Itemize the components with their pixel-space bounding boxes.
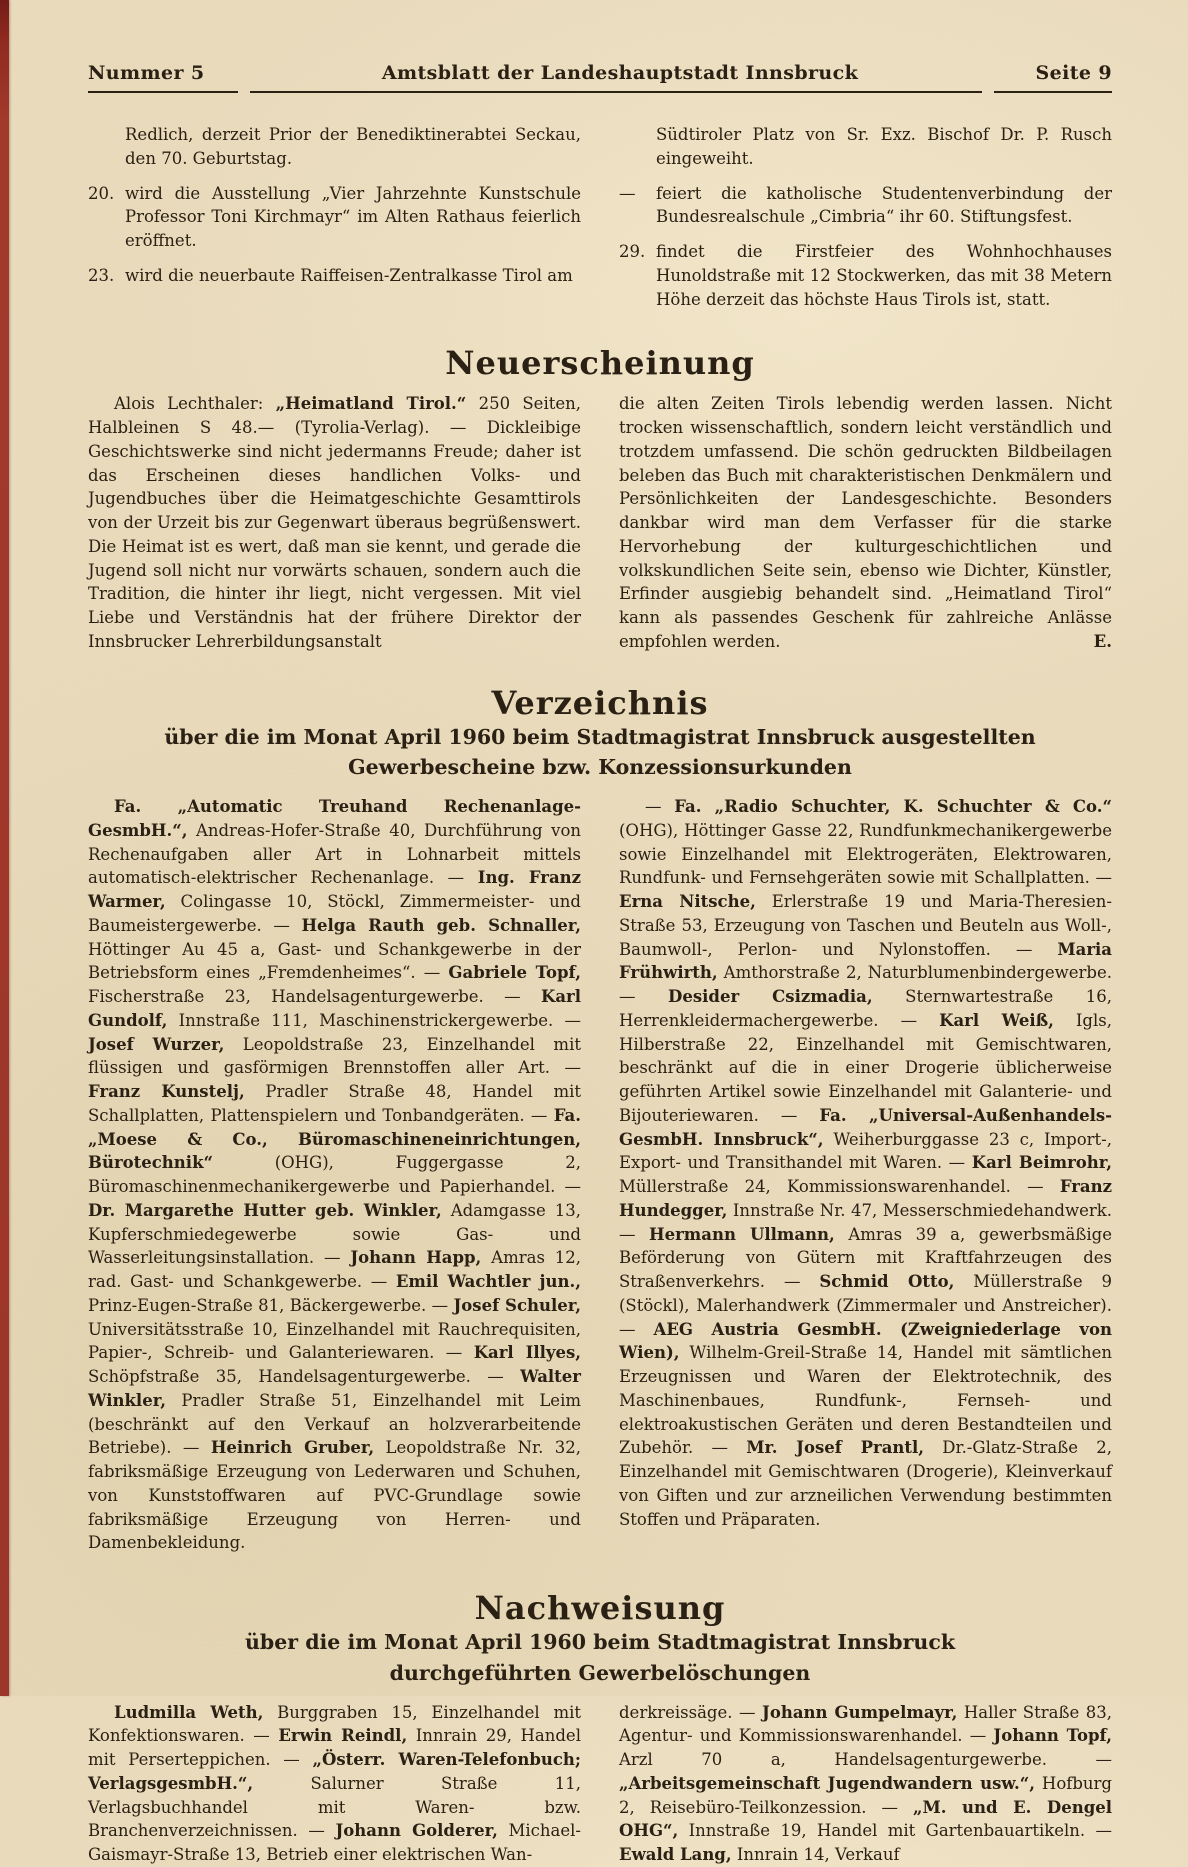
calendar-left-column — [88, 123, 581, 322]
review-left-column: Alois Lechthaler: „Heimatland Tirol.“ 250 Seiten, Halbleinen S 48.— (Tyrolia-Verlag). — Dickleibige Geschichtswerke sind nicht jedermanns Freude; daher ist das Erscheinen dieses handlichen Volks- und Jugendbuches über die Heimatgeschichte Gesamttirols von der Urzeit bis zur Gegenwart überaus begrüßenswert. Die Heimat ist es wert, daß man sie kennt, und gerade die Jugend soll nicht nur vorwärts schauen, sondern auch die Tradition, die hinter ihr liegt, nicht vergessen. Mit viel Liebe und Verständnis hat der frühere Direktor der Innsbrucker Lehrerbildungsanstalt — [88, 394, 581, 651]
masthead-rule-right — [994, 91, 1112, 93]
nachweisung-left-column: Ludmilla Weth, Burggraben 15, Einzelhandel mit Konfektionswaren. — Erwin Reindl, Innrain 29, Handel mit Perserteppichen. — „Österr. Waren-Telefonbuch; VerlagsgesmbH.“, Salurner Straße 11, Verlagsbuchhandel mit Waren- bzw. Branchenverzeichnissen. — Johann Golderer, Michael-Gaismayr-Straße 13, Betrieb einer elektrischen Wan- — [88, 1702, 581, 1864]
nachweisung-right-column: derkreissäge. — Johann Gumpelmayr, Haller Straße 83, Agentur- und Kommissionswarenhandel. — Johann Topf, Arzl 70 a, Handelsagenturgewerbe. — „Arbeitsgemeinschaft Jugendwandern usw.“, Hofburg 2, Reisebüro-Teilkonzession. — „M. und E. Dengel OHG“, Innstraße 19, Handel mit Gartenbauartikeln. — Ewald Lang, Innrain 14, Verkauf — [619, 1702, 1112, 1864]
page-edge-red-strip — [0, 0, 9, 1696]
section-title-neuerscheinung: Neuerscheinung — [445, 344, 755, 383]
calendar-item — [619, 123, 1112, 171]
masthead-rule-left — [88, 91, 238, 93]
section-title-verzeichnis: Verzeichnis — [491, 683, 709, 722]
calendar-item — [619, 240, 1112, 311]
item-marker: 29. — [619, 242, 646, 261]
item-marker: 20. — [88, 183, 115, 203]
item-marker: — — [619, 183, 636, 203]
nachweisung-subtitle-line2: durchgeführten Gewerbelöschungen — [389, 1660, 811, 1685]
calendar-section — [88, 123, 1112, 322]
masthead-title: Amtsblatt der Landeshauptstadt Innsbruck — [381, 62, 859, 84]
item-text: feiert die katholische Studentenverbindung der Bundesrealschule „Cimbria“ ihr 60. Stiftungsfest. — [656, 183, 1112, 227]
section-title-nachweisung: Nachweisung — [474, 1589, 726, 1627]
item-text: Südtiroler Platz von Sr. Exz. Bischof Dr. P. Rusch eingeweiht. — [656, 125, 1112, 168]
review-right-column — [619, 392, 1112, 653]
calendar-item — [88, 123, 581, 171]
nachweisung-subtitle-line1: über die im Monat April 1960 beim Stadtmagistrat Innsbruck — [244, 1630, 956, 1654]
review-right-text: die alten Zeiten Tirols lebendig werden lassen. Nicht trocken wissenschaftlich, sondern leicht verständlich und trotzdem umfassend. Die schön gedruckten Bildbeilagen beleben das Buch mit charakteristischen Denkmälern und Persönlichkeiten der Landesgeschichte. Besonders dankbar wird man dem Verfasser für die starke Hervorhebung der kulturgeschichtlichen und volkskundlichen Seite sein, ebenso wie Dichter, Künstler, Erfinder ausgiebig behandelt sind. „Heimatland Tirol“ kann als passendes Geschenk für zahlreiche Anlässe empfohlen werden. — [619, 394, 1112, 651]
scanned-page — [88, 62, 1112, 1867]
nachweisung-columns — [88, 1701, 1112, 1867]
verzeichnis-left-column: Fa. „Automatic Treuhand Rechenanlage-GesmbH.“, Andreas-Hofer-Straße 40, Durchführung von Rechenaufgaben aller Art in Lohnarbeit mittels automatisch-elektrischer Rechenanlage. — Ing. Franz Warmer, Colingasse 10, Stöckl, Zimmermeister- und Baumeistergewerbe. — Helga Rauth geb. Schnaller, Höttinger Au 45 a, Gast- und Schankgewerbe in der Betriebsform eines „Fremdenheimes“. — Gabriele Topf, Fischerstraße 23, Handelsagenturgewerbe. — Karl Gundolf, Innstraße 111, Maschinenstrickergewerbe. — Josef Wurzer, Leopoldstraße 23, Einzelhandel mit flüssigen und gasförmigen Brennstoffen aller Art. — Franz Kunstelj, Pradler Straße 48, Handel mit Schallplatten, Plattenspielern und Tonbandgeräten. — Fa. „Moese & Co., Büromaschineneinrichtungen, Bürotechnik“ (OHG), Fuggergasse 2, Büromaschinenmechanikergewerbe und Papierhandel. — Dr. Margarethe Hutter geb. Winkler, Adamgasse 13, Kupferschmiedegewerbe sowie Gas- und Wasserleitungsinstallation. — Johann Happ, Amras 12, rad. Gast- und Schankgewerbe. — Emil Wachtler jun., Prinz-Eugen-Straße 81, Bäckergewerbe. — Josef Schuler, Universitätsstraße 10, Einzelhandel mit Rauchrequisiten, Papier-, Schreib- und Galanteriewaren. — Karl Illyes, Schöpfstraße 35, Handelsagenturgewerbe. — Walter Winkler, Pradler Straße 51, Einzelhandel mit Leim (beschränkt auf den Verkauf an holzverarbeitende Betriebe). — Heinrich Gruber, Leopoldstraße Nr. 32, fabriksmäßige Erzeugung von Lederwaren und Schuhen, von Kunststoffwaren auf PVC-Grundlage sowie fabriksmäßige Erzeugung von Herren- und Damenbekleidung. — [88, 797, 582, 1553]
item-marker: 23. — [88, 265, 115, 285]
calendar-item — [88, 264, 581, 288]
masthead-rule-center — [250, 91, 982, 93]
item-text: wird die Ausstellung „Vier Jahrzehnte Kunstschule Professor Toni Kirchmayr“ im Alten Rathaus feierlich eröffnet. — [125, 183, 581, 250]
page-number: Seite 9 — [1035, 62, 1112, 84]
calendar-right-column — [619, 123, 1112, 322]
item-text: wird die neuerbaute Raiffeisen-Zentralkasse Tirol am — [125, 265, 573, 285]
item-text: findet die Firstfeier des Wohnhochhauses Hunoldstraße mit 12 Stockwerken, das mit 38 Metern Höhe derzeit das höchste Haus Tirols ist, statt. — [656, 242, 1112, 309]
calendar-item — [619, 182, 1112, 230]
verzeichnis-right-column: — Fa. „Radio Schuchter, K. Schuchter & Co.“ (OHG), Höttinger Gasse 22, Rundfunkmechanikergewerbe sowie Einzelhandel mit Elektrogeräten, Elektrowaren, Rundfunk- und Fernsehgeräten sowie mit Schallplatten. — Erna Nitsche, Erlerstraße 19 und Maria-Theresien-Straße 53, Erzeugung von Taschen und Beuteln aus Woll-, Baumwoll-, Perlon- und Nylonstoffen. — Maria Frühwirth, Amthorstraße 2, Naturblumenbindergewerbe. — Desider Csizmadia, Sternwartestraße 16, Herrenkleidermachergewerbe. — Karl Weiß, Igls, Hilberstraße 22, Einzelhandel mit Gemischtwaren, beschränkt auf die in einer Drogerie üblicherweise geführten Artikel sowie Einzelhandel mit Galanterie- und Bijouteriewaren. — Fa. „Universal-Außenhandels-GesmbH. Innsbruck“, Weiherburggasse 23 c, Import-, Export- und Transithandel mit Waren. — Karl Beimrohr, Müllerstraße 24, Kommissionswarenhandel. — Franz Hundegger, Innstraße Nr. 47, Messerschmiedehandwerk. — Hermann Ullmann, Amras 39 a, gewerbsmäßige Beförderung von Gütern mit Kraftfahrzeugen des Straßenverkehrs. — Schmid Otto, Müllerstraße 9 (Stöckl), Malerhandwerk (Zimmermaler und Anstreicher). — AEG Austria GesmbH. (Zweigniederlage von Wien), Wilhelm-Greil-Straße 14, Handel mit sämtlichen Erzeugnissen und Waren der Elektrotechnik, des Maschinenbaues, Rundfunk-, Fernseh- und elektroakustischen Geräten und deren Bestandteilen und Zubehör. — Mr. Josef Prantl, Dr.-Glatz-Straße 2, Einzelhandel mit Gemischtwaren (Drogerie), Kleinverkauf von Giften und zur arzneilichen Verwendung bestimmten Stoffen und Präparaten. — [619, 797, 1113, 1529]
masthead — [88, 62, 1112, 84]
masthead-rule — [88, 91, 1112, 93]
verzeichnis-subtitle-line1: über die im Monat April 1960 beim Stadtmagistrat Innsbruck ausgestellten — [164, 724, 1036, 749]
verzeichnis-subtitle-line2: Gewerbescheine bzw. Konzessionsurkunden — [348, 755, 852, 780]
calendar-item — [88, 182, 581, 253]
issue-number: Nummer 5 — [88, 62, 205, 84]
review-section — [88, 392, 1112, 653]
review-signature: E. — [1093, 631, 1112, 651]
verzeichnis-columns — [88, 795, 1112, 1555]
item-text: Redlich, derzeit Prior der Benediktinerabtei Seckau, den 70. Geburtstag. — [125, 125, 581, 168]
